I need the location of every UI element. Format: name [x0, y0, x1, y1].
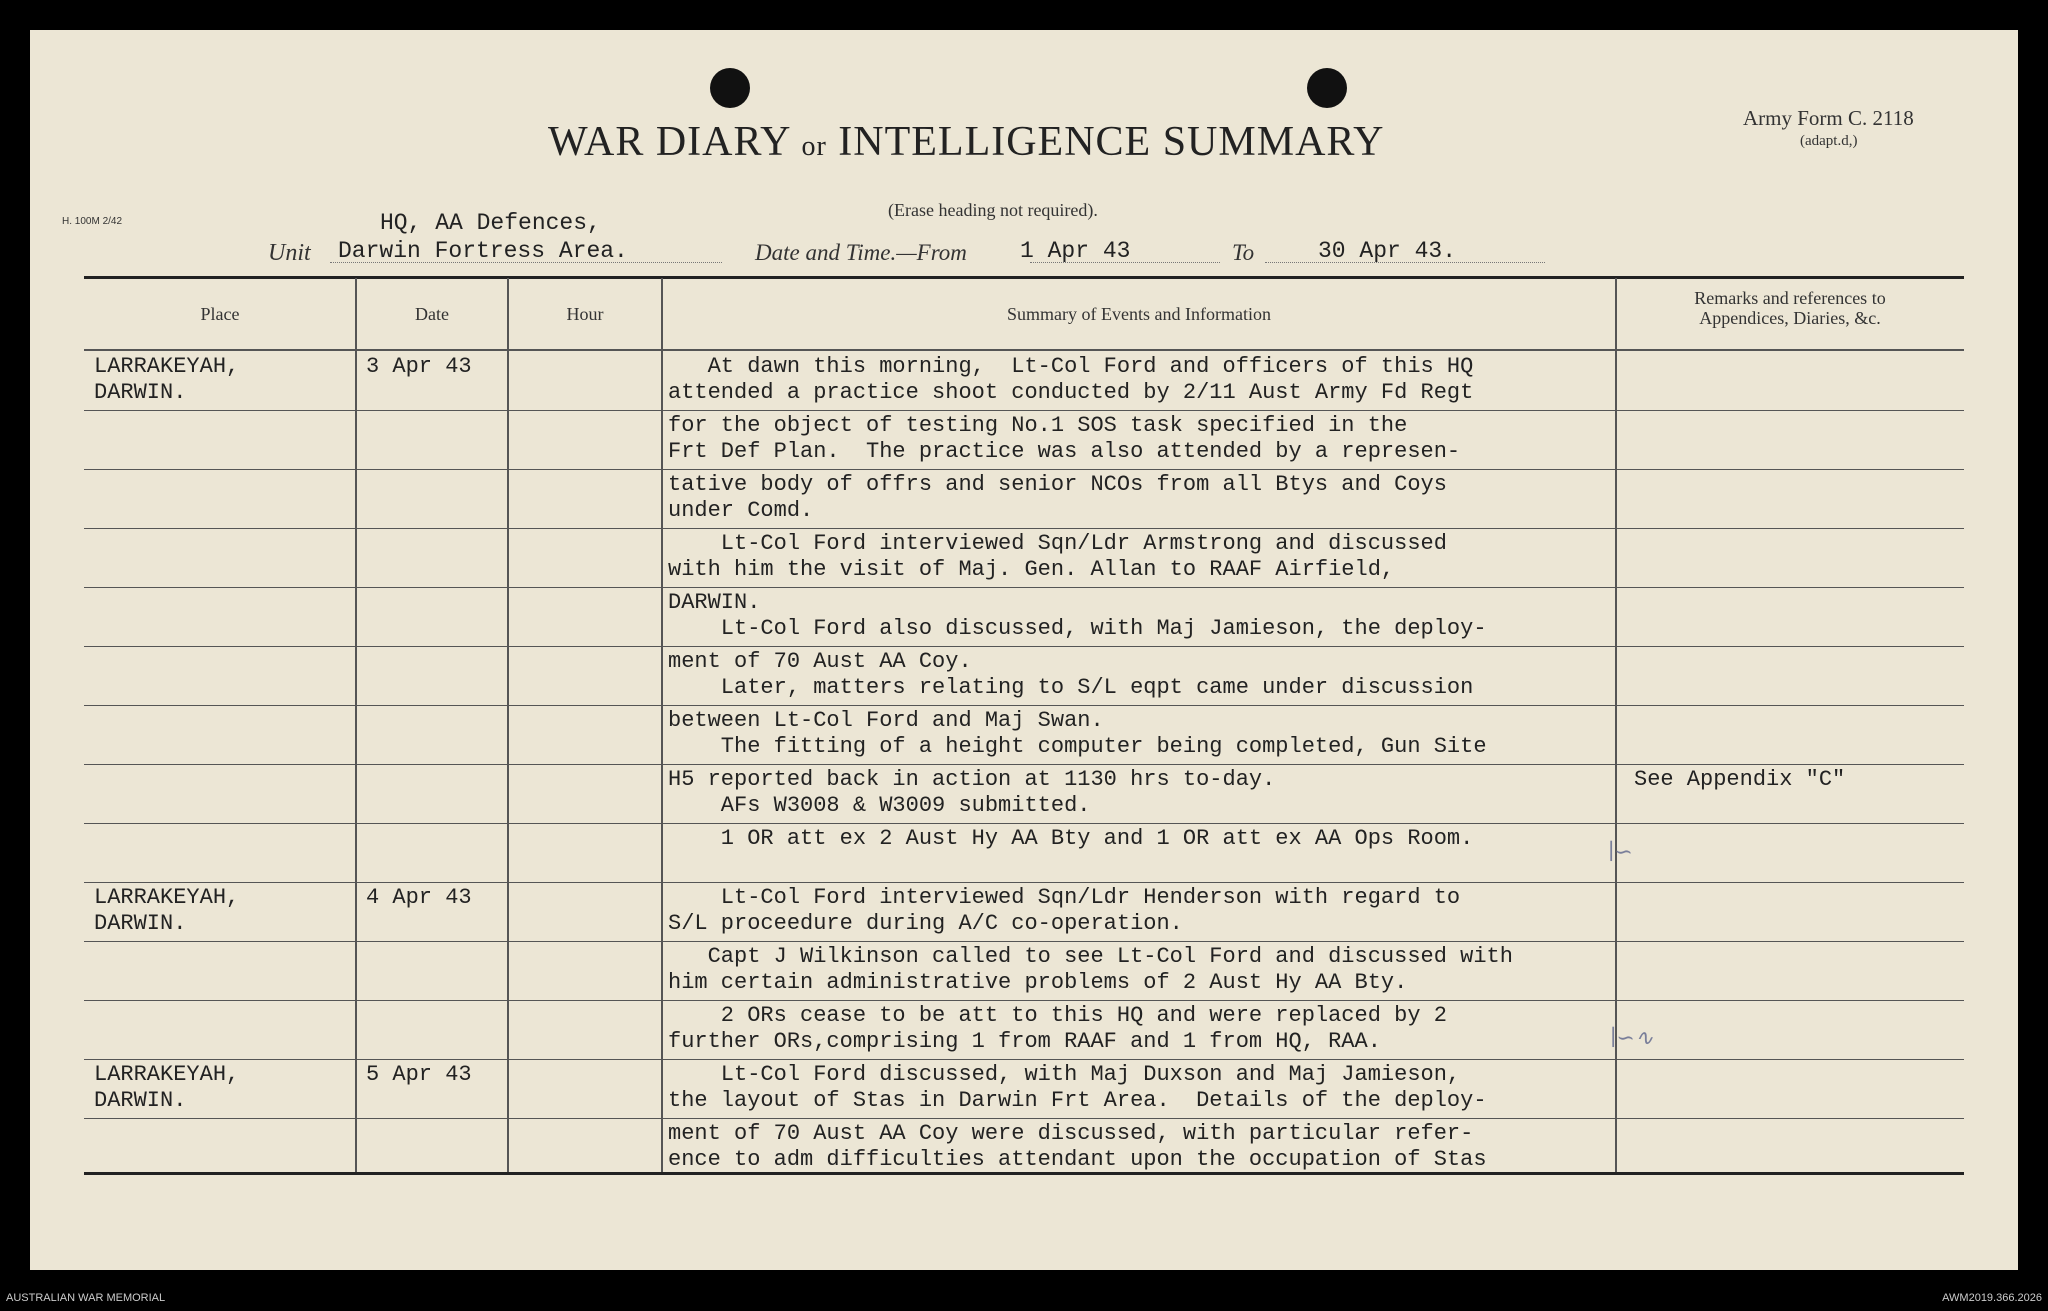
punch-hole-right — [1307, 68, 1347, 108]
entry-place: LARRAKEYAH, DARWIN. — [94, 354, 240, 405]
row-divider — [84, 705, 1964, 706]
entry-summary: DARWIN. Lt-Col Ford also discussed, with Maj Jamieson, the deploy- — [668, 590, 1487, 641]
footer-reference: AWM2019.366.2026 — [1942, 1292, 2042, 1304]
subtitle: (Erase heading not required). — [888, 200, 1098, 220]
entry-summary: At dawn this morning, Lt-Col Ford and officers of this HQ attended a practice shoot conducted by 2/11 Aust Army Fd Regt — [668, 354, 1474, 405]
header-date: Date — [415, 304, 449, 324]
entry-remark: See Appendix "C" — [1634, 767, 1846, 792]
row-divider — [84, 764, 1964, 765]
form-code: H. 100M 2/42 — [62, 216, 123, 227]
entry-place: LARRAKEYAH, DARWIN. — [94, 1062, 240, 1113]
row-divider — [84, 823, 1964, 824]
from-date: 1 Apr 43 — [1020, 238, 1131, 264]
row-divider — [84, 1059, 1964, 1060]
header-remarks-line2: Appendices, Diaries, &c. — [1699, 308, 1881, 328]
entry-summary: H5 reported back in action at 1130 hrs to-day. AFs W3008 & W3009 submitted. — [668, 767, 1276, 818]
initials-mark: ∣∽ — [1608, 840, 1633, 865]
page-title: WAR DIARY or INTELLIGENCE SUMMARY — [548, 119, 1385, 165]
unit-line-1: HQ, AA Defences, — [380, 210, 601, 236]
row-divider — [84, 1118, 1964, 1119]
row-divider — [84, 528, 1964, 529]
entry-summary: Lt-Col Ford interviewed Sqn/Ldr Henderson with regard to S/L proceedure during A/C co-operation. — [668, 885, 1461, 936]
entry-date: 5 Apr 43 — [366, 1062, 472, 1087]
unit-dotline — [330, 262, 722, 263]
entry-summary: ment of 70 Aust AA Coy were discussed, with particular refer- ence to adm difficulties attendant upon the occupation of Stas — [668, 1121, 1487, 1172]
footer-source: AUSTRALIAN WAR MEMORIAL — [6, 1292, 166, 1304]
table-bottom-rule — [84, 1172, 1964, 1175]
to-date: 30 Apr 43. — [1318, 238, 1457, 264]
entry-summary: ment of 70 Aust AA Coy. Later, matters relating to S/L eqpt came under discussion — [668, 649, 1474, 700]
entry-summary: Capt J Wilkinson called to see Lt-Col Ford and discussed with him certain administrative problems of 2 Aust Hy AA Bty. — [668, 944, 1513, 995]
header-hour: Hour — [566, 304, 604, 324]
header-bottom-rule — [84, 349, 1964, 351]
row-divider — [84, 587, 1964, 588]
unit-line-2: Darwin Fortress Area. — [338, 238, 628, 264]
to-dotline — [1265, 262, 1545, 263]
entry-summary: tative body of offrs and senior NCOs from all Btys and Coys under Comd. — [668, 472, 1447, 523]
entry-date: 3 Apr 43 — [366, 354, 472, 379]
row-divider — [84, 941, 1964, 942]
punch-hole-left — [710, 68, 750, 108]
row-divider — [84, 469, 1964, 470]
adapted-note: (adapt.d,) — [1800, 133, 1858, 149]
header-summary: Summary of Events and Information — [1007, 304, 1271, 324]
entry-summary: Lt-Col Ford discussed, with Maj Duxson and Maj Jamieson, the layout of Stas in Darwin Frt Area. Details of the deploy- — [668, 1062, 1487, 1113]
unit-label: Unit — [268, 240, 311, 266]
entry-summary: between Lt-Col Ford and Maj Swan. The fitting of a height computer being completed, Gun Site — [668, 708, 1487, 759]
entry-summary: Lt-Col Ford interviewed Sqn/Ldr Armstrong and discussed with him the visit of Maj. Gen. Allan to RAAF Airfield, — [668, 531, 1447, 582]
to-label: To — [1232, 240, 1255, 265]
header-place: Place — [200, 304, 240, 324]
col-divider-1 — [355, 278, 357, 1173]
entry-summary: 1 OR att ex 2 Aust Hy AA Bty and 1 OR att ex AA Ops Room. — [668, 826, 1474, 851]
entry-summary: 2 ORs cease to be att to this HQ and were replaced by 2 further ORs,comprising 1 from RAAF and 1 from HQ, RAA. — [668, 1003, 1447, 1054]
initials-mark: ∣∽∿ — [1610, 1026, 1654, 1051]
date-time-label: Date and Time.—From — [755, 240, 967, 265]
army-form-label: Army Form C. 2118 — [1743, 106, 1914, 130]
header-remarks — [1616, 288, 1964, 328]
row-divider — [84, 410, 1964, 411]
entry-place: LARRAKEYAH, DARWIN. — [94, 885, 240, 936]
from-dotline — [1030, 262, 1220, 263]
col-divider-3 — [661, 278, 663, 1173]
header-remarks-line1: Remarks and references to — [1694, 288, 1886, 308]
row-divider — [84, 646, 1964, 647]
entry-date: 4 Apr 43 — [366, 885, 472, 910]
row-divider — [84, 1000, 1964, 1001]
row-divider — [84, 882, 1964, 883]
table-top-rule — [84, 276, 1964, 279]
col-divider-2 — [507, 278, 509, 1173]
entry-summary: for the object of testing No.1 SOS task specified in the Frt Def Plan. The practice was also attended by a represen- — [668, 413, 1461, 464]
